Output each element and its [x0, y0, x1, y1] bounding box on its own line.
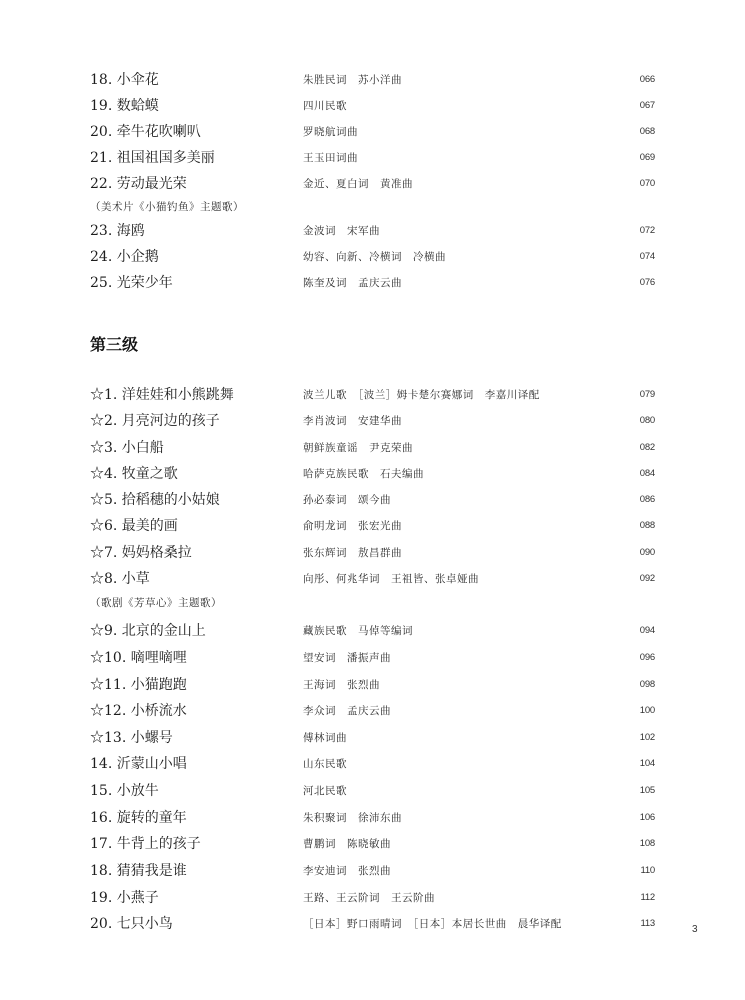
toc-entry[interactable] [0, 646, 745, 670]
song-title: ☆1. 洋娃娃和小熊跳舞 [90, 387, 234, 403]
song-title: 18. 猜猜我是谁 [90, 863, 187, 879]
song-credit: 俞明龙词 张宏光曲 [303, 520, 402, 532]
toc-entry-note-row [0, 593, 745, 613]
page-number: 070 [639, 178, 655, 189]
toc-entry[interactable] [0, 699, 745, 723]
song-title: 23. 海鸥 [90, 223, 145, 239]
page-number: 084 [639, 468, 655, 479]
toc-entry[interactable] [0, 68, 745, 92]
page-number: 076 [639, 277, 655, 288]
song-credit: 金近、夏白词 黄准曲 [303, 178, 413, 190]
song-title: ☆4. 牧童之歌 [90, 466, 178, 482]
toc-entry[interactable] [0, 172, 745, 196]
song-credit: 王玉田词曲 [303, 152, 358, 164]
song-credit: 王路、王云阶词 王云阶曲 [303, 892, 435, 904]
song-title: 21. 祖国祖国多美丽 [90, 150, 215, 166]
song-credit: 藏族民歌 马倬等编词 [303, 625, 413, 637]
toc-entry[interactable] [0, 752, 745, 776]
page-number: 102 [639, 732, 655, 743]
page-number: 090 [639, 547, 655, 558]
song-credit: 王海词 张烈曲 [303, 679, 380, 691]
page-number: 074 [639, 251, 655, 262]
song-title: ☆3. 小白船 [90, 440, 164, 456]
toc-entry[interactable] [0, 806, 745, 830]
page-number: 072 [639, 225, 655, 236]
song-credit: 望安词 潘振声曲 [303, 652, 391, 664]
song-credit: 傅林词曲 [303, 732, 347, 744]
song-credit: 李肖波词 安建华曲 [303, 415, 402, 427]
page-number: 108 [639, 838, 655, 849]
toc-entry[interactable] [0, 488, 745, 512]
song-credit: 朱积聚词 徐沛东曲 [303, 812, 402, 824]
toc-entry[interactable] [0, 436, 745, 460]
song-title: ☆5. 拾稻穗的小姑娘 [90, 492, 220, 508]
toc-entry[interactable] [0, 832, 745, 856]
page-number: 094 [639, 625, 655, 636]
toc-entry[interactable] [0, 886, 745, 910]
song-title: 24. 小企鹅 [90, 249, 159, 265]
page-number: 079 [639, 389, 655, 400]
song-title: 18. 小伞花 [90, 72, 159, 88]
folio-page-number: 3 [692, 924, 698, 935]
song-credit: 四川民歌 [303, 100, 347, 112]
toc-entry[interactable] [0, 567, 745, 591]
page-number: 096 [639, 652, 655, 663]
toc-entry[interactable] [0, 673, 745, 697]
song-title: 22. 劳动最光荣 [90, 176, 187, 192]
page-number: 106 [639, 812, 655, 823]
song-title: 25. 光荣少年 [90, 275, 173, 291]
toc-entry[interactable] [0, 726, 745, 750]
song-credit: 金波词 宋军曲 [303, 225, 380, 237]
toc-entry[interactable] [0, 245, 745, 269]
page-number: 098 [639, 679, 655, 690]
page-number: 088 [639, 520, 655, 531]
page-number: 113 [640, 918, 655, 929]
toc-entry[interactable] [0, 462, 745, 486]
song-credit: ［日本］野口雨晴词 ［日本］本居长世曲 晨华译配 [303, 918, 562, 930]
toc-entry[interactable] [0, 120, 745, 144]
toc-entry[interactable] [0, 912, 745, 936]
song-title: ☆10. 嘀哩嘀哩 [90, 650, 187, 666]
song-title: 17. 牛背上的孩子 [90, 836, 201, 852]
page-number: 066 [639, 74, 655, 85]
toc-entry[interactable] [0, 94, 745, 118]
toc-entry[interactable] [0, 219, 745, 243]
song-title: ☆9. 北京的金山上 [90, 623, 206, 639]
page-number: 068 [639, 126, 655, 137]
toc-entry-note-row [0, 197, 745, 217]
song-title: 14. 沂蒙山小唱 [90, 756, 187, 772]
song-credit: 罗晓航词曲 [303, 126, 358, 138]
page-number: 104 [639, 758, 655, 769]
song-title: ☆8. 小草 [90, 571, 150, 587]
song-title: ☆12. 小桥流水 [90, 703, 187, 719]
song-credit: 曹鹏词 陈晓敏曲 [303, 838, 391, 850]
song-credit: 孙必泰词 颂今曲 [303, 494, 391, 506]
toc-entry[interactable] [0, 541, 745, 565]
song-note: （美术片《小猫钓鱼》主题歌） [90, 201, 244, 213]
song-title: 19. 小燕子 [90, 890, 159, 906]
song-title: ☆6. 最美的画 [90, 518, 178, 534]
page-number: 069 [639, 152, 655, 163]
page-number: 080 [639, 415, 655, 426]
page-number: 100 [639, 705, 655, 716]
toc-entry[interactable] [0, 409, 745, 433]
page-number: 086 [639, 494, 655, 505]
page-number: 105 [639, 785, 655, 796]
song-credit: 朱胜民词 苏小洋曲 [303, 74, 402, 86]
page-number: 112 [640, 892, 655, 903]
song-credit: 河北民歌 [303, 785, 347, 797]
song-title: ☆2. 月亮河边的孩子 [90, 413, 220, 429]
song-credit: 李安迪词 张烈曲 [303, 865, 391, 877]
song-credit: 山东民歌 [303, 758, 347, 770]
toc-entry[interactable] [0, 779, 745, 803]
song-credit: 李众词 孟庆云曲 [303, 705, 391, 717]
toc-entry[interactable] [0, 859, 745, 883]
song-title: 16. 旋转的童年 [90, 810, 187, 826]
song-title: 20. 牵牛花吹喇叭 [90, 124, 201, 140]
song-credit: 张东辉词 敖昌群曲 [303, 547, 402, 559]
song-credit: 向彤、何兆华词 王祖皆、张卓娅曲 [303, 573, 479, 585]
song-title: 20. 七只小鸟 [90, 916, 173, 932]
section-heading: 第三级 [90, 335, 139, 354]
toc-entry[interactable] [0, 383, 745, 407]
song-credit: 哈萨克族民歌 石夫编曲 [303, 468, 424, 480]
song-title: ☆7. 妈妈格桑拉 [90, 545, 192, 561]
song-credit: 幼容、向新、冷横词 冷横曲 [303, 251, 446, 263]
song-title: 19. 数蛤蟆 [90, 98, 159, 114]
toc-entry[interactable] [0, 619, 745, 643]
song-title: ☆11. 小猫跑跑 [90, 677, 187, 693]
page-number: 092 [639, 573, 655, 584]
song-title: 15. 小放牛 [90, 783, 159, 799]
song-credit: 波兰儿歌 ［波兰］姆卡楚尔赛娜词 李嘉川译配 [303, 389, 540, 401]
song-credit: 朝鲜族童谣 尹克荣曲 [303, 442, 413, 454]
page-number: 082 [639, 442, 655, 453]
toc-entry[interactable] [0, 146, 745, 170]
page-number: 110 [640, 865, 655, 876]
song-credit: 陈奎及词 孟庆云曲 [303, 277, 402, 289]
song-title: ☆13. 小螺号 [90, 730, 173, 746]
toc-entry[interactable] [0, 271, 745, 295]
toc-entry[interactable] [0, 514, 745, 538]
page-number: 067 [639, 100, 655, 111]
song-note: （歌剧《芳草心》主题歌） [90, 597, 222, 609]
